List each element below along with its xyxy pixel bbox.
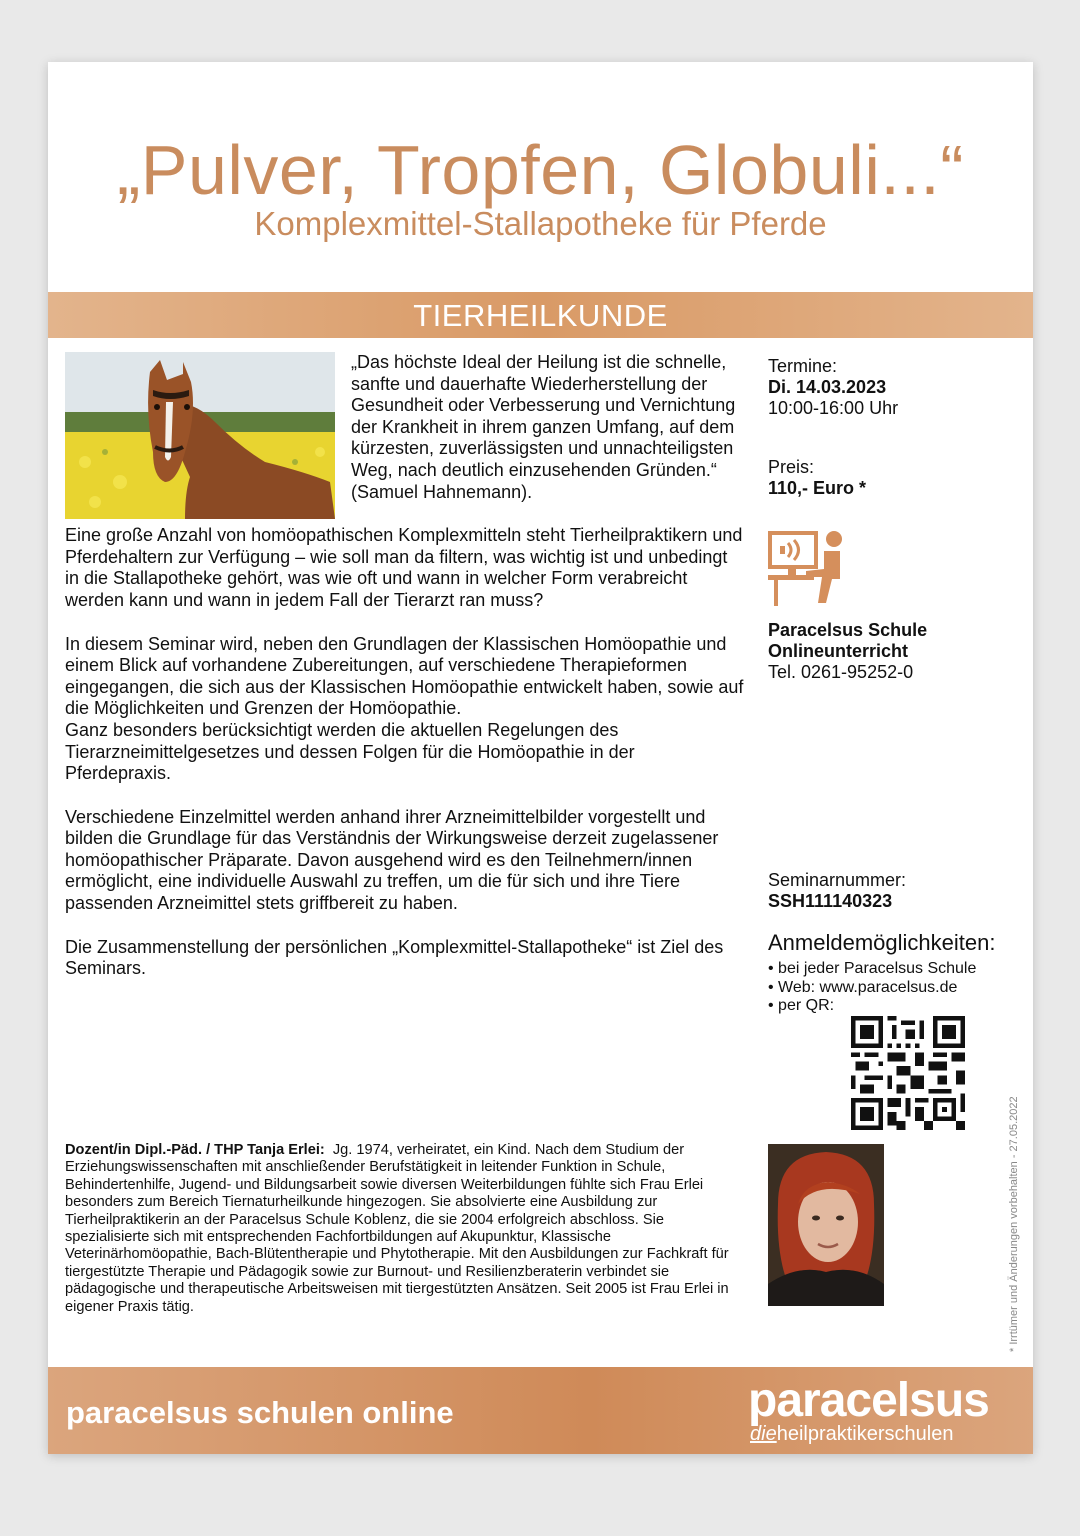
registration-item: • per QR: — [768, 997, 976, 1016]
body-text — [65, 352, 745, 1002]
paragraph-goal: Die Zusammenstellung der persönlichen „Komplexmittel-Stallapotheke“ ist Ziel des Seminars. — [65, 936, 724, 979]
price-block — [768, 457, 866, 499]
category-banner: TIERHEILKUNDE — [48, 292, 1033, 338]
seminar-number-label: Seminarnummer: — [768, 870, 907, 890]
registration-title: Anmeldemöglichkeiten: — [768, 930, 996, 955]
price-value: 110,- Euro * — [768, 478, 867, 498]
lecturer-label: Dozent/in Dipl.-Päd. / THP Tanja Erlei: — [65, 1142, 325, 1158]
paracelsus-logo: paracelsus — [748, 1374, 989, 1427]
page-subtitle: Komplexmittel-Stallapotheke für Pferde — [254, 205, 827, 242]
price-label: Preis: — [768, 457, 815, 477]
paragraph-seminar: In diesem Seminar wird, neben den Grundlagen der Klassischen Homöopathie und einem Blick auf vorhandene Zubereitungen, auf verschiedene Therapieformen eingegangen, die sich aus der Klassischen Homöopathie entwickelt haben, sowie auf die Möglichkeiten und Grenzen der Homöopathie. — [65, 633, 744, 719]
online-learning-icon — [766, 527, 850, 611]
footer-brand-text: paracelsus schulen online — [66, 1395, 454, 1430]
date-value: Di. 14.03.2023 — [768, 377, 887, 397]
lecturer-portrait — [768, 1144, 884, 1306]
registration-item: • bei jeder Paracelsus Schule — [768, 960, 976, 979]
footer-bar — [48, 1367, 1033, 1454]
paragraph-remedies: Verschiedene Einzelmittel werden anhand ihrer Arzneimittelbilder vorgestellt und bilden die Grundlage für das Verständnis der Wirkungsweise derzeit zugelassener homöopathischer Präparate. Davon ausgehend wird es den Teilnehmern/innen ermöglicht, eine individuelle Auswahl zu treffen, um die für sich und ihre Tiere passenden Arzneimittel stets griffbereit zu haben. — [65, 806, 719, 914]
seminar-number-block — [768, 870, 906, 912]
qr-code[interactable] — [851, 1016, 965, 1130]
school-mode: Onlineunterricht — [768, 641, 909, 661]
paragraph-intro: Eine große Anzahl von homöopathischen Komplexmitteln steht Tierheilpraktikern und Pferdehaltern zur Verfügung – wie soll man da filtern, was wichtig ist und unbedingt in die Stallapotheke gehört, was wie oft und wann in welcher Form verabreicht werden kann und wann in jedem Fall der Tierarzt ran muss? — [65, 525, 743, 610]
hahnemann-quote: „Das höchste Ideal der Heilung ist die schnelle, sanfte und dauerhafte Wiederherstellung der Gesundheit oder Verbesserung und Vernichtung der Krankheit in ihrem ganzen Umfang, auf dem kürzesten, zuverlässigsten und unnachteiligsten Weg, nach deutlich einzusehenden Gründen.“ (Samuel Hahnemann). — [351, 352, 736, 502]
lecturer-text: Jg. 1974, verheiratet, ein Kind. Nach dem Studium der Erziehungswissenschaften mit anschließender Berufstätigkeit in leitender Funktion in Schule, Behindertenhilfe, Jugend- und Bildungsarbeit sowie diversen Weiterbildungen fühlte sich Frau Erlei besonders zum Bereich Tiernaturheilkunde hingezogen. Sie absolvierte eine Ausbildung zur Tierheilpraktikerin an der Paracelsus Schule Koblenz, die sie 2004 erfolgreich abschloss. Sie spezialisierte sich mit entsprechenden Fachfortbildungen auf Akupunktur, Klassische Veterinärhomöopathie, Bach-Blütentherapie und Phytotherapie. Mit den Ausbildungen zur Fachkraft für tiergestützte Therapie und Pädagogik sowie zur Burnout- und Resilienzberaterin verbindet sie pädagogische und therapeutische Arbeitsweisen mit tiergestützten Ansätzen. Seit 2005 ist Frau Erlei in eigener Praxis tätig. — [65, 1142, 729, 1315]
paragraph-law: Ganz besonders berücksichtigt werden die aktuellen Regelungen des Tierarzneimittelgesetzes und dessen Folgen für die Homöopathie in der Pferdepraxis. — [65, 719, 635, 784]
page-title: „Pulver, Tropfen, Globuli...“ — [116, 131, 965, 209]
school-name: Paracelsus Schule — [768, 620, 928, 640]
paracelsus-logo-subtitle: dieheilpraktikerschulen — [750, 1423, 954, 1445]
dates-label: Termine: — [768, 356, 838, 376]
registration-list — [768, 960, 976, 1016]
registration-item[interactable]: • Web: www.paracelsus.de — [768, 979, 976, 998]
dates-block — [768, 356, 898, 419]
school-phone: Tel. 0261-95252-0 — [768, 662, 914, 682]
flyer-page: „Pulver, Tropfen, Globuli...“ Komplexmittel-Stallapotheke für Pferde TIERHEILKUNDE „Das höchste Ideal der Heilung ist die schnelle, sanfte und dauerhafte Wiederherstellung der Gesundheit oder Verbesserung und Vernichtung der Krankheit in ihrem ganzen Umfang, auf dem kürzesten, zuverlässigsten und unnachteiligsten Weg, nach deutlich einzusehenden Gründen.“ (Samuel Hahnemann). Eine große Anzahl von homöopathischen Komplexmitteln steht Tierheilpraktikern und Pferdehaltern zur Verfügung – wie soll man da filtern, was wichtig ist und unbedingt in die Stallapotheke gehört, was wie oft und wann in welcher Form verabreicht werden kann und wann in jedem Fall der Tierarzt ran muss? In diesem Seminar wird, neben den Grundlagen der Klassischen Homöopathie und einem Blick auf vorhandene Zubereitungen, auf verschiedene Therapieformen eingegangen, die sich aus der Klassischen Homöopathie entwickelt haben, sowie auf die Möglichkeiten und Grenzen der Homöopathie. Ganz besonders berücksichtigt werden die aktuellen Regelungen des Tierarzneimittelgesetzes und dessen Folgen für die Homöopathie in der Pferdepraxis. Verschiedene Einzelmittel werden anhand ihrer Arzneimittelbilder vorgestellt und bilden die Grundlage für das Verständnis der Wirkungsweise derzeit zugelassener homöopathischer Präparate. Davon ausgehend wird es den Teilnehmern/innen ermöglicht, eine individuelle Auswahl zu treffen, um die für sich und ihre Tiere passenden Arzneimittel stets griffbereit zu haben. Die Zusammenstellung der persönlichen „Komplexmittel-Stallapotheke“ ist Ziel des Seminars. Termine: Di. 14.03.2023 10:00-16:00 Uhr Preis: 110,- Euro * Paracelsus Schule Onlineunterricht Tel. 0261-95252-0 Seminarnummer: SSH111140323 Anmeldemöglichkeiten: • bei jeder Paracelsus Schule • Web: www.paracelsus.de • per QR: * Irrtümer und Änderungen vorbehalten - 27.05.2022 Dozent/in Dipl.-Päd. / THP Tanja Erlei: Jg. 1974, verheiratet, ein Kind. Nach dem Studium der Erziehungswissenschaften mit anschließender Berufstätigkeit in leitender Funktion in Schule, Behindertenhilfe, Jugend- und Bildungsarbeit sowie diversen Weiterbildungen fühlte sich Frau Erlei besonders zum Bereich Tiernaturheilkunde hingezogen. Sie absolvierte eine Ausbildung zur Tierheilpraktikerin an der Paracelsus Schule Koblenz, die sie 2004 erfolgreich abschloss. Sie spezialisierte sich mit entsprechenden Fachfortbildungen auf Akupunktur, Klassische Veterinärhomöopathie, Bach-Blütentherapie und Phytotherapie. Mit den Ausbildungen zur Fachkraft für tiergestützte Therapie und Pädagogik sowie zur Burnout- und Resilienzberaterin verbindet sie pädagogische und therapeutische Arbeitsweisen mit tiergestützten Ansätzen. Seit 2005 ist Frau Erlei in eigener Praxis tätig. paracelsus schulen online paracelsus dieheilpraktikerschulen — [48, 62, 1033, 1454]
time-value: 10:00-16:00 Uhr — [768, 398, 899, 418]
school-block — [768, 620, 927, 683]
lecturer-bio — [65, 1142, 741, 1316]
seminar-number-value: SSH111140323 — [768, 891, 893, 911]
